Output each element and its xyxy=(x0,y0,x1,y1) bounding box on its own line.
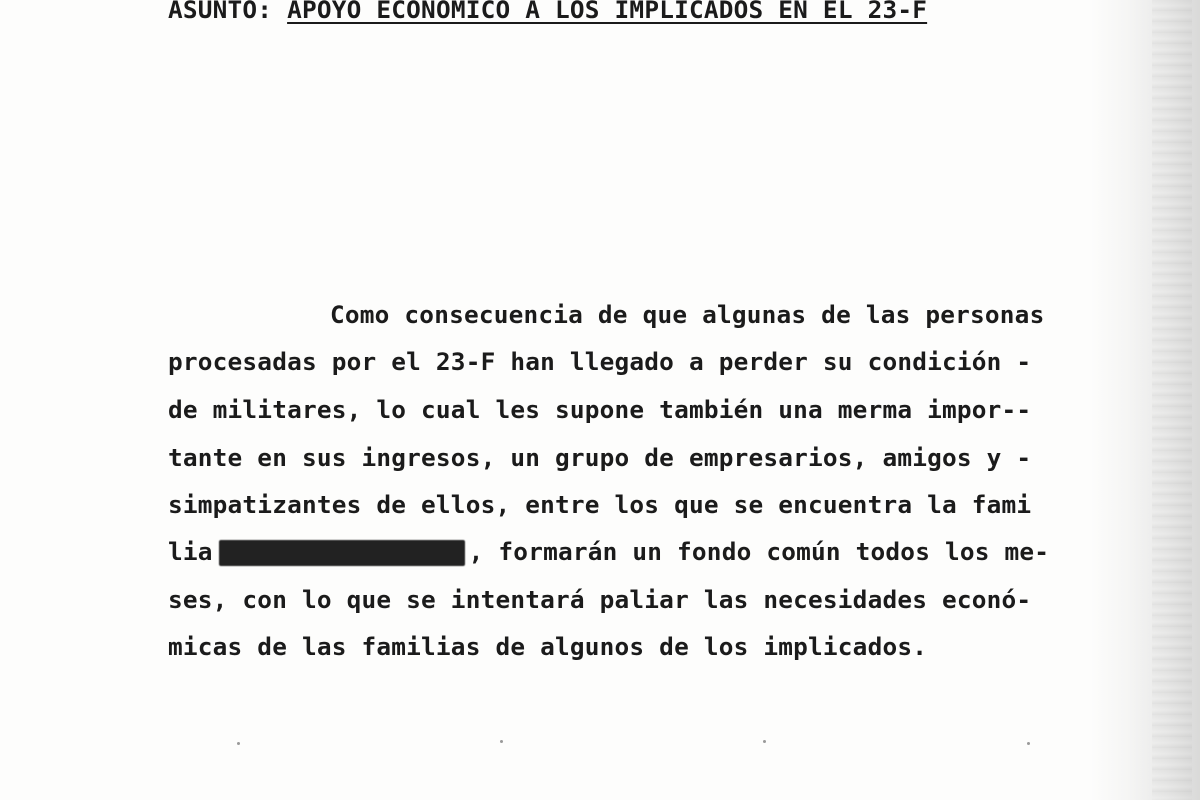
body-line-2: procesadas por el 23-F han llegado a perder su condición - xyxy=(168,347,1032,376)
redaction-block xyxy=(219,540,465,566)
body-line-4: tante en sus ingresos, un grupo de empresarios, amigos y - xyxy=(168,443,1032,472)
scan-speck xyxy=(500,740,503,743)
body-line-1: Como consecuencia de que algunas de las personas xyxy=(330,300,1045,329)
scan-speck xyxy=(763,740,766,743)
body-line-6-start: lia xyxy=(168,537,213,566)
body-line-6-end: , formarán un fondo común todos los me- xyxy=(468,537,1050,566)
page-edge-shadow xyxy=(1090,0,1200,800)
body-line-3: de militares, lo cual les supone también una merma impor-- xyxy=(168,395,1032,424)
subject-value: APOYO ECONOMICO A LOS IMPLICADOS EN EL 23-F xyxy=(287,0,928,24)
scan-speck xyxy=(237,742,240,745)
subject-line xyxy=(168,0,927,26)
body-line-6 xyxy=(168,537,1049,567)
body-line-5: simpatizantes de ellos, entre los que se encuentra la fami xyxy=(168,490,1032,519)
body-line-8: micas de las familias de algunos de los implicados. xyxy=(168,632,928,661)
subject-label: ASUNTO: xyxy=(168,0,273,24)
scan-speck xyxy=(1027,742,1030,745)
body-line-7: ses, con lo que se intentará paliar las necesidades econó- xyxy=(168,585,1032,614)
